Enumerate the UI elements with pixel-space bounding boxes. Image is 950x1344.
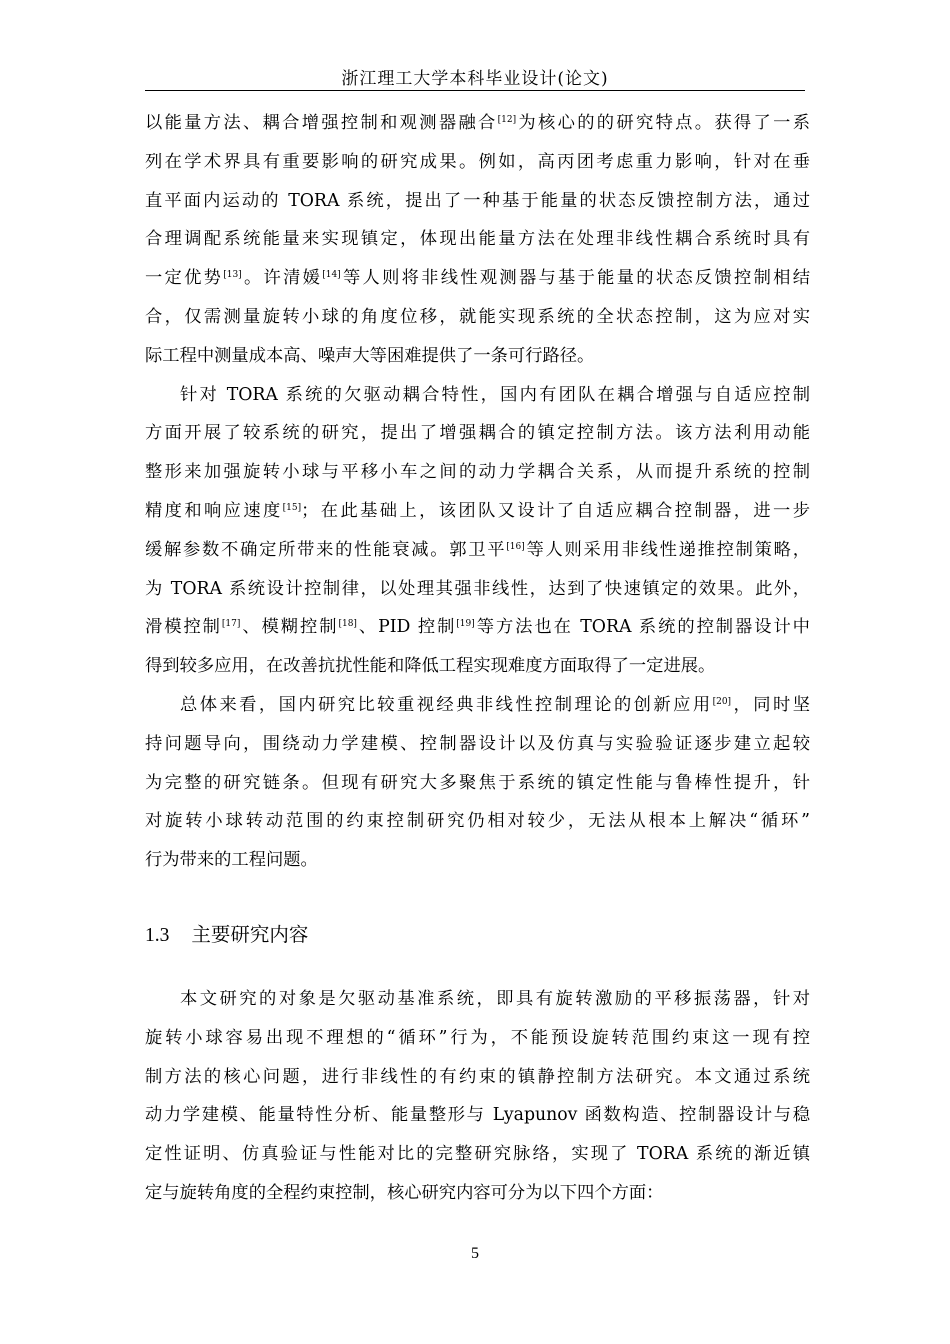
page-number: 5 [471, 1245, 479, 1262]
paragraph-1-line-7: 际工程中测量成本高、噪声大等困难提供了一条可行路径。 [145, 345, 595, 366]
paragraph-3-line-2: 持问题导向，围绕动力学建模、控制器设计以及仿真与实验验证逐步建立起较 [145, 733, 810, 754]
text-run: 。许清媛 [241, 268, 323, 289]
paragraph-4-line-3: 制方法的核心问题，进行非线性的有约束的镇静控制方法研究。本文通过系统 [145, 1066, 810, 1087]
paragraph-2-line-7 [145, 608, 810, 647]
citation-ref: [19] [456, 619, 475, 630]
paragraph-4-line-4: 动力学建模、能量特性分析、能量整形与 Lyapunov 函数构造、控制器设计与稳 [145, 1105, 810, 1126]
text-run: 总体来看，国内研究比较重视经典非线性控制理论的创新应用 [180, 694, 713, 715]
paragraph-3-line-4: 对旋转小球转动范围的约束控制研究仍相对较少，无法从根本上解决“循环” [145, 811, 810, 832]
citation-ref: [18] [338, 619, 357, 630]
paragraph-3-line-3: 为完整的研究链条。但现有研究大多聚焦于系统的镇定性能与鲁棒性提升，针 [145, 772, 810, 793]
text-run: 等人则将非线性观测器与基于能量的状态反馈控制相结 [340, 268, 810, 289]
text-run: 等方法也在 TORA 系统的控制器设计中 [474, 617, 810, 638]
body-text-lower [145, 980, 810, 1213]
paragraph-2-line-6: 为 TORA 系统设计控制律，以处理其强非线性，达到了快速镇定的效果。此外， [145, 578, 810, 599]
section-heading [145, 919, 308, 947]
header-rule [145, 90, 805, 91]
text-run: 等人则采用非线性递推控制策略， [524, 539, 810, 560]
section-number: 1.3 [145, 925, 170, 946]
text-run: 缓解参数不确定所带来的性能衰减。郭卫平 [145, 539, 507, 560]
text-run: 为核心的的研究特点。获得了一系 [516, 113, 810, 133]
citation-ref: [17] [221, 619, 241, 630]
paragraph-1-line-1 [145, 104, 810, 143]
text-run: 滑模控制 [145, 617, 222, 638]
citation-ref: [20] [712, 696, 732, 707]
paragraph-3-line-5: 行为带来的工程问题。 [145, 850, 318, 871]
citation-ref: [14] [322, 270, 341, 281]
text-run: ，同时坚 [731, 694, 810, 715]
paragraph-1-line-4: 合理调配系统能量来实现镇定，体现出能量方法在处理非线性耦合系统时具有 [145, 229, 810, 250]
text-run: ；在此基础上，该团队又设计了自适应耦合控制器，进一步 [301, 500, 810, 521]
page-header: 浙江理工大学本科毕业设计(论文) [341, 69, 609, 89]
citation-ref: [12] [497, 115, 517, 125]
paragraph-4-line-5: 定性证明、仿真验证与性能对比的完整研究脉络，实现了 TORA 系统的渐近镇 [145, 1144, 810, 1165]
paragraph-2-line-8: 得到较多应用，在改善抗扰性能和降低工程实现难度方面取得了一定进展。 [145, 656, 716, 677]
paragraph-1-line-5 [145, 259, 810, 298]
citation-ref: [16] [506, 541, 525, 552]
text-run: 一定优势 [145, 268, 224, 289]
citation-ref: [15] [282, 502, 302, 513]
text-run: 精度和响应速度 [145, 500, 283, 521]
paragraph-2-line-3: 整形来加强旋转小球与平移小车之间的动力学耦合关系，从而提升系统的控制 [145, 462, 810, 483]
text-run: 、PID 控制 [356, 617, 457, 638]
paragraph-2-line-2: 方面开展了较系统的研究，提出了增强耦合的镇定控制方法。该方法利用动能 [145, 423, 810, 444]
paragraph-3-line-1 [145, 686, 810, 725]
body-text-upper [145, 104, 810, 880]
paragraph-2-line-4 [145, 492, 810, 531]
section-title: 主要研究内容 [191, 923, 309, 946]
paragraph-1-line-3: 直平面内运动的 TORA 系统，提出了一种基于能量的状态反馈控制方法，通过 [145, 190, 810, 211]
text-run: 、模糊控制 [240, 617, 339, 638]
paragraph-4-line-1: 本文研究的对象是欠驱动基准系统，即具有旋转激励的平移振荡器，针对 [180, 989, 810, 1009]
text-run: 以能量方法、耦合增强控制和观测器融合 [145, 113, 498, 133]
paragraph-4-line-6: 定与旋转角度的全程约束控制，核心研究内容可分为以下四个方面： [145, 1182, 664, 1203]
paragraph-4-line-2: 旋转小球容易出现不理想的“循环”行为，不能预设旋转范围约束这一现有控 [145, 1027, 810, 1048]
paragraph-1-line-2: 列在学术界具有重要影响的研究成果。例如，高丙团考虑重力影响，针对在垂 [145, 151, 810, 172]
paragraph-2-line-1: 针对 TORA 系统的欠驱动耦合特性，国内有团队在耦合增强与自适应控制 [180, 384, 810, 405]
paragraph-2-line-5 [145, 531, 810, 570]
citation-ref: [13] [223, 270, 242, 281]
paragraph-1-line-6: 合，仅需测量旋转小球的角度位移，就能实现系统的全状态控制，这为应对实 [145, 306, 810, 327]
